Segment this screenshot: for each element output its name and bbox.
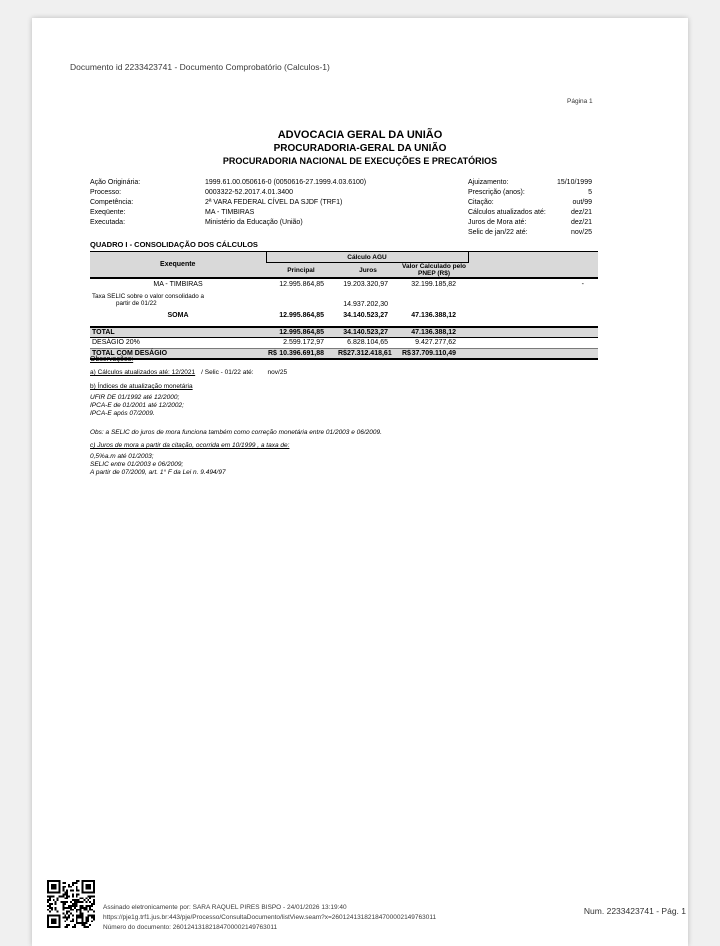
info-value: 0003322-52.2017.4.01.3400 bbox=[205, 189, 293, 196]
info-value: 2ª VARA FEDERAL CÍVEL DA SJDF (TRF1) bbox=[205, 199, 343, 206]
info-value: 15/10/1999 bbox=[556, 179, 592, 186]
group-header-calculo-agu: Cálculo AGU bbox=[266, 252, 468, 263]
signed-by-text: Assinado eletronicamente por: SARA RAQUEL PIRES BISPO - 24/01/2026 13:19:40 bbox=[103, 904, 347, 911]
juros-line: A partir de 07/2009, art. 1° F da Lei n. 9.494/97 bbox=[90, 469, 226, 476]
info-label: Ação Originária: bbox=[90, 179, 141, 186]
final-principal: R$ 10.396.691,88 bbox=[266, 348, 336, 359]
signature-block bbox=[103, 903, 436, 933]
desagio-row bbox=[90, 338, 598, 349]
cell-extra bbox=[468, 310, 598, 321]
index-line: IPCA-E de 01/2001 até 12/2002; bbox=[90, 402, 184, 409]
desagio-juros: 6.828.104,65 bbox=[336, 338, 400, 349]
total-label: TOTAL bbox=[90, 327, 266, 338]
footer-page-ref: Num. 2233423741 - Pág. 1 bbox=[583, 906, 686, 916]
table-row-soma bbox=[90, 310, 598, 321]
totals-table bbox=[90, 326, 598, 360]
org-subtitle-1: PROCURADORIA-GERAL DA UNIÃO bbox=[273, 143, 447, 154]
table-row bbox=[90, 290, 598, 310]
info-label: Citação: bbox=[468, 199, 494, 206]
cell-pnep: 47.136.388,12 bbox=[411, 312, 457, 319]
cell-principal bbox=[266, 290, 336, 310]
total-juros: 34.140.523,27 bbox=[336, 327, 400, 338]
final-label: TOTAL COM DESÁGIO bbox=[90, 348, 266, 359]
currency-symbol: R$ bbox=[268, 349, 277, 357]
col-header-principal: Principal bbox=[266, 263, 336, 279]
info-label: Juros de Mora até: bbox=[468, 219, 527, 226]
observacao-a bbox=[90, 369, 630, 376]
observacao-b-lines bbox=[90, 394, 630, 418]
desagio-principal: 2.599.172,97 bbox=[266, 338, 336, 349]
cell-extra bbox=[468, 290, 598, 310]
cell-pnep bbox=[400, 290, 468, 310]
juros-line: 0,5%a.m até 01/2003; bbox=[90, 453, 154, 460]
observacao-c-heading: c) Juros de mora a partir da citação, ocorrida em 10/1999 , a taxa de: bbox=[90, 442, 290, 449]
currency-symbol: R$ bbox=[338, 349, 347, 357]
page-number-label: Página 1 bbox=[567, 98, 593, 105]
info-value: dez/21 bbox=[570, 219, 592, 226]
observacoes-heading: Observações: bbox=[90, 356, 134, 363]
col-header-juros: Juros bbox=[336, 263, 400, 279]
info-value: dez/21 bbox=[570, 209, 592, 216]
table-row bbox=[90, 278, 598, 290]
org-header bbox=[32, 129, 688, 167]
info-value: 5 bbox=[588, 189, 592, 196]
desagio-pnep: 9.427.277,62 bbox=[400, 338, 468, 349]
col-header-pnep: Valor Calculado pelo PNEP (R$) bbox=[400, 263, 468, 279]
observacao-a-text: a) Cálculos atualizados até: 12/2021 bbox=[90, 369, 196, 376]
document-number-text: Número do documento: 26012413182184700002149763011 bbox=[103, 924, 278, 931]
cell-exequente: MA - TIMBIRAS bbox=[153, 281, 203, 288]
col-header-empty bbox=[468, 252, 598, 279]
observacao-b-heading: b) Índices de atualização monetária bbox=[90, 383, 193, 390]
observacao-selic-note: Obs: a SELIC do juros de mora funciona também como correção monetária entre 01/2003 e 06/2009. bbox=[90, 429, 382, 436]
cell-juros: 19.203.320,97 bbox=[343, 281, 388, 288]
document-url-link[interactable]: https://pje1g.trf1.jus.br:443/pje/Processo/ConsultaDocumento/listView.seam?x=26012413182184700002149763011 bbox=[103, 914, 437, 921]
cell-pnep: 32.199.185,82 bbox=[411, 281, 457, 288]
juros-line: SELIC entre 01/2003 e 06/2009; bbox=[90, 461, 184, 468]
cell-principal: 12.995.864,85 bbox=[279, 312, 324, 319]
index-line: UFIR DE 01/1992 até 12/2000; bbox=[90, 394, 180, 401]
cell-extra: - bbox=[581, 281, 585, 288]
info-value: nov/25 bbox=[570, 229, 592, 236]
selic-note-line2: partir de 01/22 bbox=[116, 300, 157, 307]
cell-principal: 12.995.864,85 bbox=[279, 281, 324, 288]
info-value: out/99 bbox=[572, 199, 592, 206]
col-header-exequente: Exequente bbox=[90, 252, 266, 279]
observacao-a-value: nov/25 bbox=[267, 369, 288, 376]
observacao-c-lines bbox=[90, 453, 630, 477]
total-pnep: 47.136.388,12 bbox=[400, 327, 468, 338]
currency-symbol: R$ bbox=[402, 349, 411, 357]
cell-juros: 34.140.523,27 bbox=[343, 312, 388, 319]
info-value: MA - TIMBIRAS bbox=[205, 209, 255, 216]
quadro-title: QUADRO I - CONSOLIDAÇÃO DOS CÁLCULOS bbox=[90, 240, 258, 249]
observacao-a-mid: / Selic - 01/22 até: bbox=[201, 369, 254, 376]
index-line: IPCA-E após 07/2009. bbox=[90, 410, 155, 417]
info-value: 1999.61.00.050616-0 (0050616-27.1999.4.03.6100) bbox=[205, 179, 367, 186]
org-title: ADVOCACIA GERAL DA UNIÃO bbox=[277, 129, 443, 141]
observacoes-section bbox=[90, 356, 630, 477]
final-juros: R$ 27.312.418,61 bbox=[336, 348, 400, 359]
total-principal: 12.995.864,85 bbox=[266, 327, 336, 338]
info-label: Cálculos atualizados até: bbox=[468, 209, 546, 216]
selic-note-line1: Taxa SELIC sobre o valor consolidado a bbox=[92, 292, 205, 300]
document-id-header: Documento id 2233423741 - Documento Comprobatório (Calculos-1) bbox=[70, 62, 330, 72]
cell-juros: 14.937.202,30 bbox=[343, 301, 388, 308]
info-value: Ministério da Educação (União) bbox=[205, 219, 303, 226]
org-subtitle-2: PROCURADORIA NACIONAL DE EXECUÇÕES E PRECATÓRIOS bbox=[222, 156, 498, 166]
final-pnep: R$ 37.709.110,49 bbox=[400, 348, 468, 359]
info-label: Executada: bbox=[90, 219, 126, 226]
desagio-extra bbox=[468, 338, 598, 349]
info-label: Processo: bbox=[90, 189, 122, 196]
calculo-table bbox=[90, 251, 598, 321]
cell-exequente: SOMA bbox=[167, 312, 189, 319]
desagio-label: DESÁGIO 20% bbox=[90, 338, 266, 349]
info-label: Prescrição (anos): bbox=[468, 189, 525, 196]
qr-code bbox=[47, 880, 95, 928]
info-label: Exeqüente: bbox=[90, 209, 126, 216]
info-label: Competência: bbox=[90, 199, 134, 206]
info-label: Ajuizamento: bbox=[468, 179, 509, 186]
document-page bbox=[32, 18, 688, 946]
total-extra bbox=[468, 327, 598, 338]
info-label: Selic de jan/22 até: bbox=[468, 229, 528, 236]
cell-exequente bbox=[90, 290, 266, 310]
total-row bbox=[90, 327, 598, 338]
